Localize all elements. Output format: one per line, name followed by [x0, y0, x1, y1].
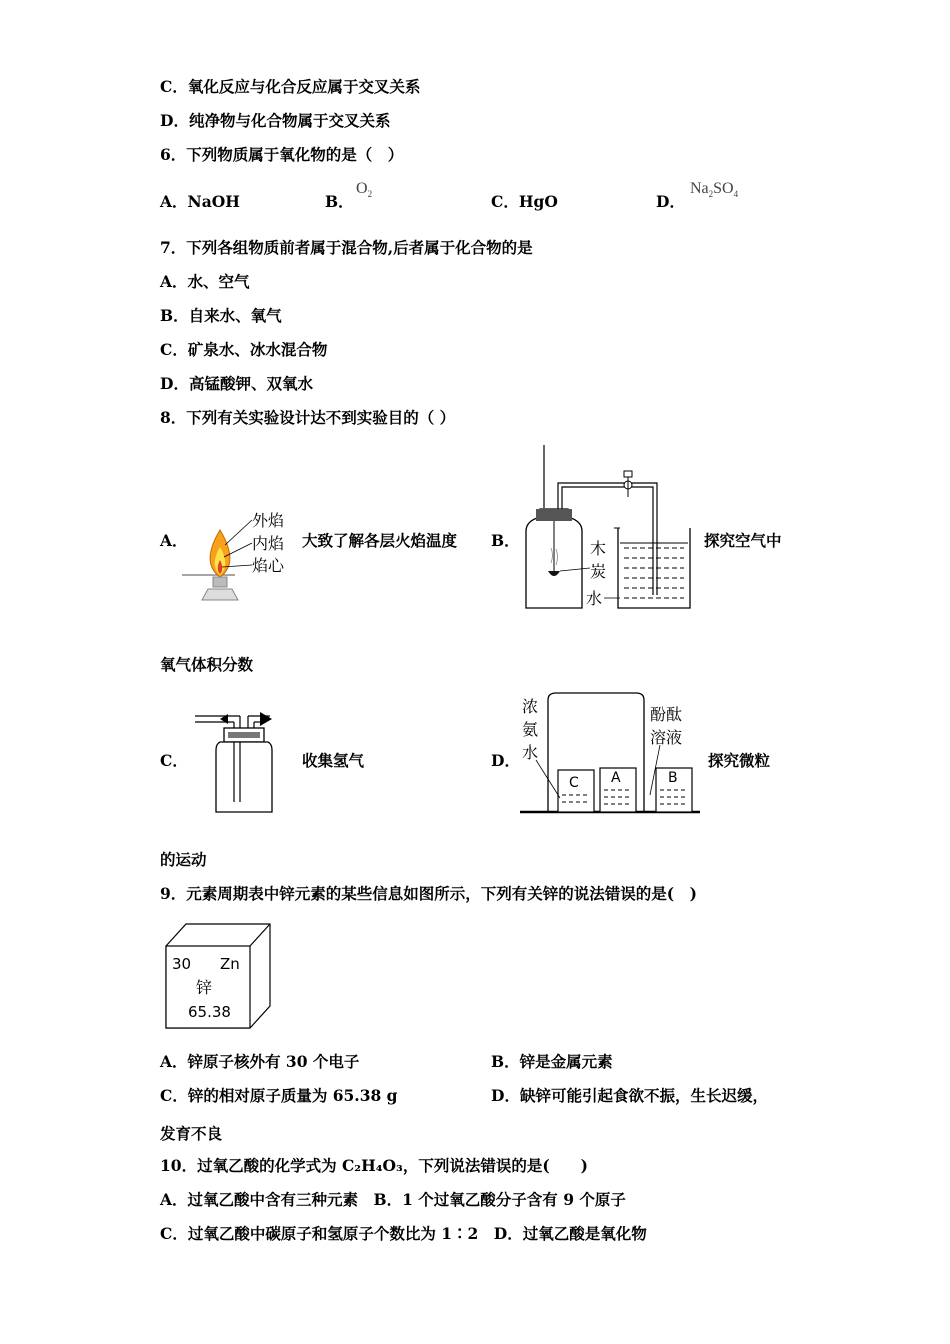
formula-part: O: [356, 180, 368, 197]
q8-option-d-text: 探究微粒: [708, 751, 771, 770]
air-oxygen-apparatus: [518, 443, 698, 613]
q8-option-d-text-cont: 的运动: [160, 850, 207, 869]
zinc-element-card: [160, 920, 275, 1032]
formula-part: SO: [713, 180, 734, 197]
q5-option-c: C．氧化反应与化合反应属于交叉关系: [160, 77, 421, 96]
element-name: 锌: [196, 978, 213, 997]
q8-option-c-label: C．: [160, 751, 188, 770]
q5-option-d: D．纯净物与化合物属于交叉关系: [160, 111, 391, 130]
beaker-label-a: A: [611, 770, 621, 786]
formula-part: Na: [690, 180, 709, 197]
q7-option-b: B．自来水、氧气: [160, 306, 282, 325]
d-label-conc-1: 浓: [522, 697, 539, 716]
q6-option-a-text: NaOH: [187, 192, 240, 211]
q8-option-b-label: B．: [491, 531, 520, 550]
apparatus-label-charcoal-2: 炭: [590, 562, 607, 581]
q7-option-c: C．矿泉水、冰水混合物: [160, 340, 328, 359]
q8-option-d-label: D．: [491, 751, 520, 770]
q7-stem: 7．下列各组物质前者属于混合物,后者属于化合物的是: [160, 238, 533, 257]
q9-option-d-cont: 发育不良: [160, 1124, 223, 1143]
q6-option-d-label: D．: [656, 192, 685, 211]
q9-option-d: D．缺锌可能引起食欲不振，生长迟缓，: [491, 1086, 768, 1105]
particle-motion-apparatus: [518, 690, 703, 818]
q6-option-c-text: HgO: [518, 192, 558, 211]
q10-options-ab: A．过氧乙酸中含有三种元素 B．1 个过氧乙酸分子含有 9 个原子: [160, 1190, 626, 1209]
element-mass: 65.38: [188, 1003, 231, 1021]
formula-sub: 2: [367, 189, 373, 200]
q10-options-cd: C．过氧乙酸中碳原子和氢原子个数比为 1∶2 D．过氧乙酸是氧化物: [160, 1224, 647, 1243]
q7-option-a: A．水、空气: [160, 272, 250, 291]
d-label-conc-3: 水: [522, 743, 539, 762]
d-label-phenol-1: 酚酞: [650, 705, 683, 724]
flame-label-core: 焰心: [252, 556, 285, 575]
q6-option-a-label: A．: [160, 192, 188, 211]
q9-option-c: C．锌的相对原子质量为 65.38 g: [160, 1086, 398, 1105]
flame-label-outer: 外焰: [252, 511, 285, 530]
q8-stem: 8．下列有关实验设计达不到实验目的（ ）: [160, 408, 456, 427]
q9-option-b: B．锌是金属元素: [491, 1052, 613, 1071]
q10-stem: 10．过氧乙酸的化学式为 C₂H₄O₃，下列说法错误的是( ): [160, 1156, 588, 1175]
q9-option-a: A．锌原子核外有 30 个电子: [160, 1052, 360, 1071]
q8-option-b-text: 探究空气中: [704, 531, 782, 550]
q8-option-b-text-cont: 氧气体积分数: [160, 655, 254, 674]
gas-collection-bottle: [190, 706, 280, 818]
q6-stem: 6．下列物质属于氧化物的是（ ）: [160, 145, 404, 164]
formula-sub: 4: [733, 189, 739, 200]
apparatus-label-charcoal-1: 木: [590, 539, 607, 558]
q6-option-b-formula: [356, 180, 372, 199]
q6-option-b-label: B．: [325, 192, 354, 211]
beaker-label-b: B: [668, 770, 678, 786]
q6-option-a: [160, 192, 240, 212]
d-label-conc-2: 氨: [522, 720, 539, 739]
q6-option-c-label: C．: [491, 192, 519, 211]
d-label-phenol-2: 溶液: [650, 728, 683, 747]
flame-diagram: [180, 505, 295, 610]
q6-option-d-formula: [690, 180, 738, 199]
q7-option-d: D．高锰酸钾、双氧水: [160, 374, 313, 393]
formula-sub: 2: [708, 189, 714, 200]
element-number: 30: [172, 955, 192, 973]
element-symbol: Zn: [220, 955, 240, 973]
q6-option-c: [491, 192, 558, 212]
flame-label-inner: 内焰: [252, 534, 285, 553]
apparatus-label-water: 水: [586, 589, 603, 608]
beaker-label-c: C: [569, 775, 579, 791]
q8-option-a-label: A．: [160, 531, 188, 550]
q8-option-a-text: 大致了解各层火焰温度: [302, 531, 458, 550]
q9-stem: 9．元素周期表中锌元素的某些信息如图所示，下列有关锌的说法错误的是( ): [160, 884, 697, 903]
q8-option-c-text: 收集氢气: [302, 751, 365, 770]
